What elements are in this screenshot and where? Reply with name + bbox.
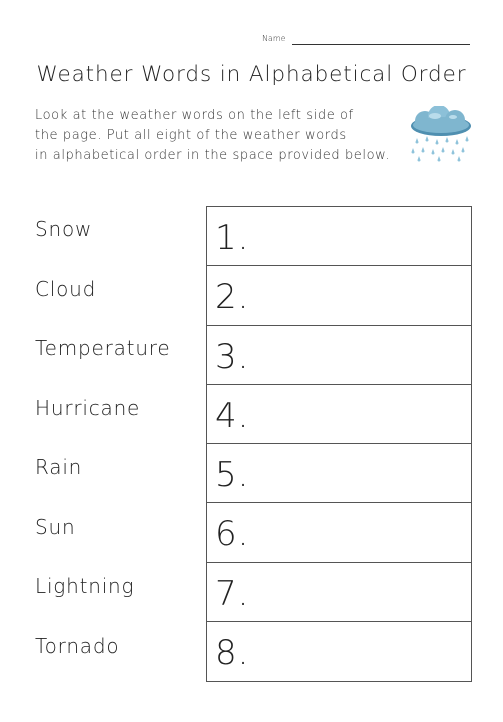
weather-word: Lightning: [35, 574, 135, 598]
answer-row-1[interactable]: [207, 207, 471, 266]
name-field[interactable]: [262, 34, 470, 48]
answer-row-2[interactable]: [207, 266, 471, 325]
weather-word: Temperature: [35, 336, 171, 360]
answer-row-4[interactable]: [207, 385, 471, 444]
weather-word: Rain: [35, 455, 83, 479]
instruction-line: in alphabetical order in the space provided below.: [35, 148, 390, 163]
answer-row-7[interactable]: [207, 563, 471, 622]
weather-word: Sun: [35, 514, 76, 539]
answer-number: 4.: [215, 395, 250, 436]
answer-row-5[interactable]: [207, 444, 471, 503]
weather-word: Snow: [35, 217, 93, 241]
answer-row-3[interactable]: [207, 326, 471, 385]
answer-row-6[interactable]: [207, 503, 471, 562]
answer-number: 1.: [215, 218, 250, 258]
answer-number: 8.: [215, 633, 250, 674]
instructions: [35, 106, 415, 166]
weather-word: Hurricane: [35, 395, 141, 420]
answer-row-8[interactable]: [207, 622, 471, 681]
answer-number: 7.: [215, 573, 250, 614]
answer-number: 3.: [215, 336, 250, 377]
weather-word: Cloud: [35, 276, 97, 301]
answer-number: 6.: [215, 514, 250, 555]
answer-table: [206, 206, 472, 682]
instruction-line: the page. Put all eight of the weather words: [35, 128, 347, 143]
answer-number: 5.: [215, 455, 250, 496]
instruction-line: Look at the weather words on the left side of: [35, 108, 354, 123]
page-title: Weather Words in Alphabetical Order: [36, 62, 467, 87]
answer-number: 2.: [215, 277, 250, 318]
name-underline[interactable]: [292, 44, 470, 45]
weather-word-list: [35, 207, 205, 683]
rain-cloud-icon: [405, 106, 477, 162]
name-label: Name: [262, 34, 286, 43]
weather-word: Tornado: [35, 633, 120, 658]
